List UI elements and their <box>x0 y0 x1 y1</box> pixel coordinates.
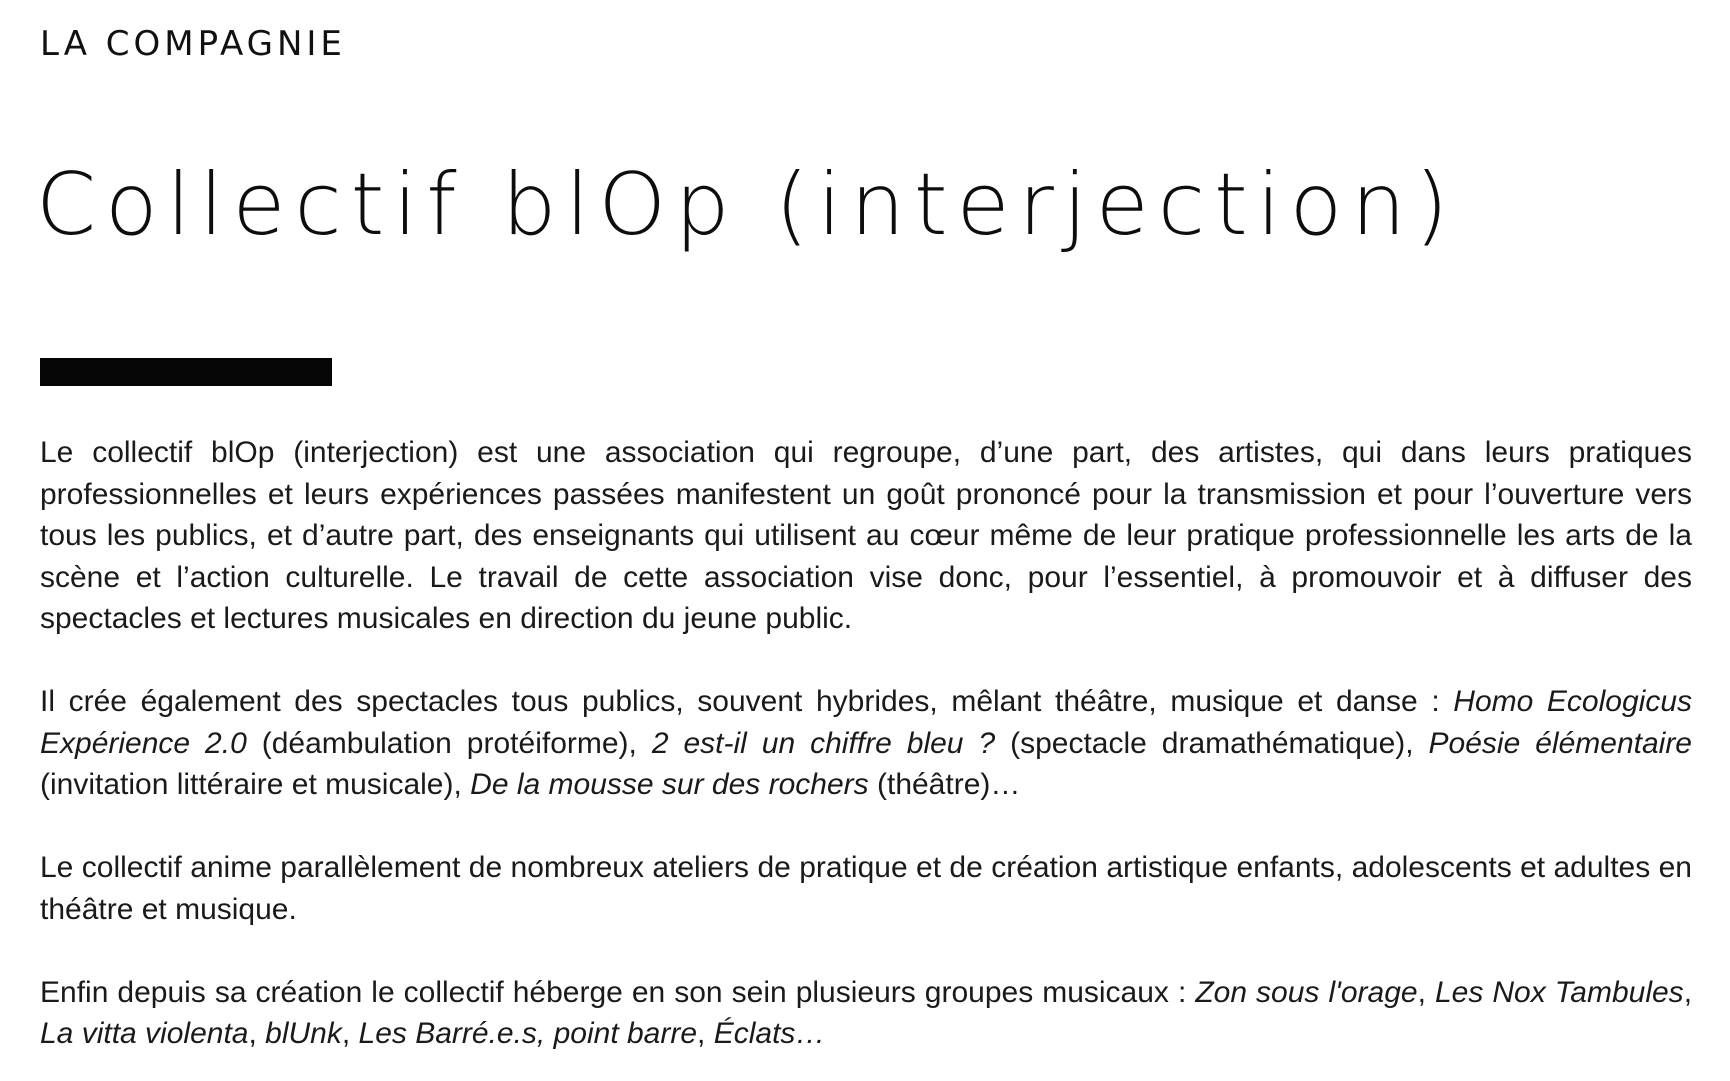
paragraph-creations <box>40 681 1692 806</box>
section-label: LA COMPAGNIE <box>40 24 346 64</box>
body-text <box>40 432 1692 1055</box>
text-run: (invitation littéraire et musicale), <box>40 768 471 801</box>
show-title: Poésie élémentaire <box>1428 726 1692 760</box>
separator: , <box>248 1017 266 1050</box>
page-title: Collectif blOp (interjection) <box>36 155 1458 255</box>
text-run: (déambulation protéiforme), <box>246 726 652 760</box>
show-title: Homo Ecologicus Expérience 2.0 <box>40 685 1692 760</box>
separator: , <box>341 1017 359 1050</box>
show-title: De la mousse sur des rochers <box>470 768 869 801</box>
band-name: Les Barré.e.s, point barre <box>358 1017 698 1050</box>
title-divider <box>40 358 332 386</box>
band-name: La vitta violenta <box>40 1017 249 1050</box>
text-run: (spectacle dramathématique), <box>995 726 1429 760</box>
band-name: Les Nox Tambules <box>1434 975 1684 1009</box>
paragraph-workshops: Le collectif anime parallèlement de nombreux ateliers de pratique et de création artistique enfants, adolescents et adultes en théâtre et musique. <box>40 851 1692 926</box>
separator: , <box>697 1017 714 1050</box>
band-name: Zon sous l'orage <box>1195 975 1418 1009</box>
separator: , <box>1417 975 1435 1009</box>
paragraph-bands <box>40 972 1692 1055</box>
show-title: 2 est-il un chiffre bleu ? <box>651 726 996 760</box>
band-name: Éclats… <box>713 1017 826 1050</box>
paragraph-intro: Le collectif blOp (interjection) est une association qui regroupe, d’une part, des artistes, qui dans leurs pratiques professionnelles et leurs expériences passées manifestent un goût prononcé pour la transmission et pour l’ouverture vers tous les publics, et d’autre part, des enseignants qui utilisent au cœur même de leur pratique professionnelle les arts de la scène et l’action culturelle. Le travail de cette association vise donc, pour l’essentiel, à promouvoir et à diffuser des spectacles et lectures musicales en direction du jeune public. <box>40 436 1692 635</box>
band-name: blUnk <box>265 1017 342 1050</box>
text-run: Enfin depuis sa création le collectif héberge en son sein plusieurs groupes musicaux : <box>40 975 1196 1009</box>
separator: , <box>1683 975 1693 1009</box>
text-run: (théâtre)… <box>868 768 1021 801</box>
text-run: Il crée également des spectacles tous publics, souvent hybrides, mêlant théâtre, musique et danse : <box>40 685 1454 718</box>
